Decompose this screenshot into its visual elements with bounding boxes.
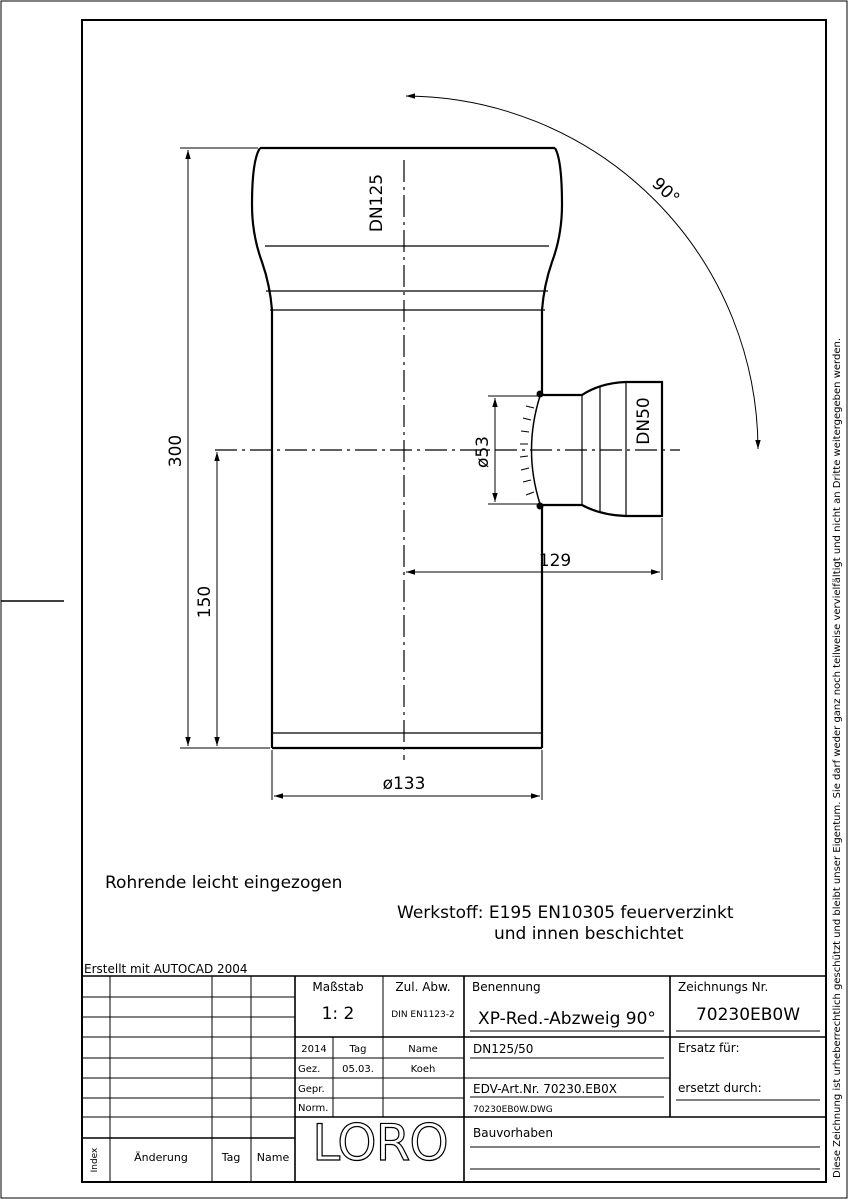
project-label: Bauvorhaben — [473, 1126, 553, 1140]
replacement-for-label: Ersatz für: — [678, 1041, 740, 1055]
file-name: 70230EB0W.DWG — [473, 1105, 553, 1115]
dim-height-total: 300 — [166, 434, 186, 468]
revision-day-header: Tag — [221, 1151, 241, 1164]
main-pipe — [252, 148, 562, 748]
copyright-notice: Diese Zeichnung ist urheberrechtlich geschützt und bleibt unser Eigentum. Sie darf weder ganz noch teilweise vervielfältigt und nicht an Dritte weitergegeben werden. — [832, 372, 843, 1178]
drawing-number-value: 70230EB0W — [695, 1005, 801, 1025]
revision-change-header: Änderung — [134, 1151, 188, 1164]
created-with-label: Erstellt mit AUTOCAD 2004 — [84, 962, 248, 976]
note-material: Werkstoff: E195 EN10305 feuerverzinkt — [397, 903, 734, 923]
name-value: XP-Red.-Abzweig 90° — [478, 1009, 656, 1029]
dim-dn50: DN50 — [634, 397, 654, 445]
revision-name-header: Name — [256, 1151, 290, 1164]
dim-angle: 90° — [647, 173, 684, 209]
logo-text: LORO — [312, 1114, 448, 1172]
scale-value: 1: 2 — [321, 1004, 355, 1024]
scale-label: Maßstab — [312, 980, 364, 994]
note-coating: und innen beschichtet — [494, 924, 684, 944]
year-label: 2014 — [301, 1044, 327, 1055]
drawn-date: 05.03. — [342, 1064, 374, 1075]
dim-dn125: DN125 — [367, 173, 387, 233]
dim-diameter-main: ø133 — [382, 774, 426, 794]
drawn-label: Gez. — [298, 1064, 321, 1075]
dim-branch-offset: 129 — [538, 551, 572, 571]
loro-logo — [312, 1114, 448, 1172]
name-label: Benennung — [472, 980, 541, 994]
replaced-by-label: ersetzt durch: — [678, 1081, 762, 1095]
checked-label: Gepr. — [298, 1084, 325, 1095]
edp-number: EDV-Art.Nr. 70230.EB0X — [473, 1082, 617, 1096]
title-block — [82, 962, 826, 1182]
size-value: DN125/50 — [473, 1042, 534, 1056]
drawing-number-label: Zeichnungs Nr. — [678, 980, 769, 994]
drawn-name: Koeh — [410, 1064, 436, 1075]
norm-label: Norm. — [298, 1103, 329, 1114]
dim-height-branch: 150 — [195, 585, 215, 619]
day-header: Tag — [349, 1044, 367, 1055]
note-pipe-end: Rohrende leicht eingezogen — [105, 873, 343, 893]
dim-diameter-branch: ø53 — [473, 435, 493, 469]
name-header: Name — [408, 1044, 438, 1055]
tolerance-value: DIN EN1123-2 — [391, 1010, 455, 1020]
revision-index-header: Index — [90, 1147, 100, 1173]
tolerance-label: Zul. Abw. — [395, 980, 451, 994]
